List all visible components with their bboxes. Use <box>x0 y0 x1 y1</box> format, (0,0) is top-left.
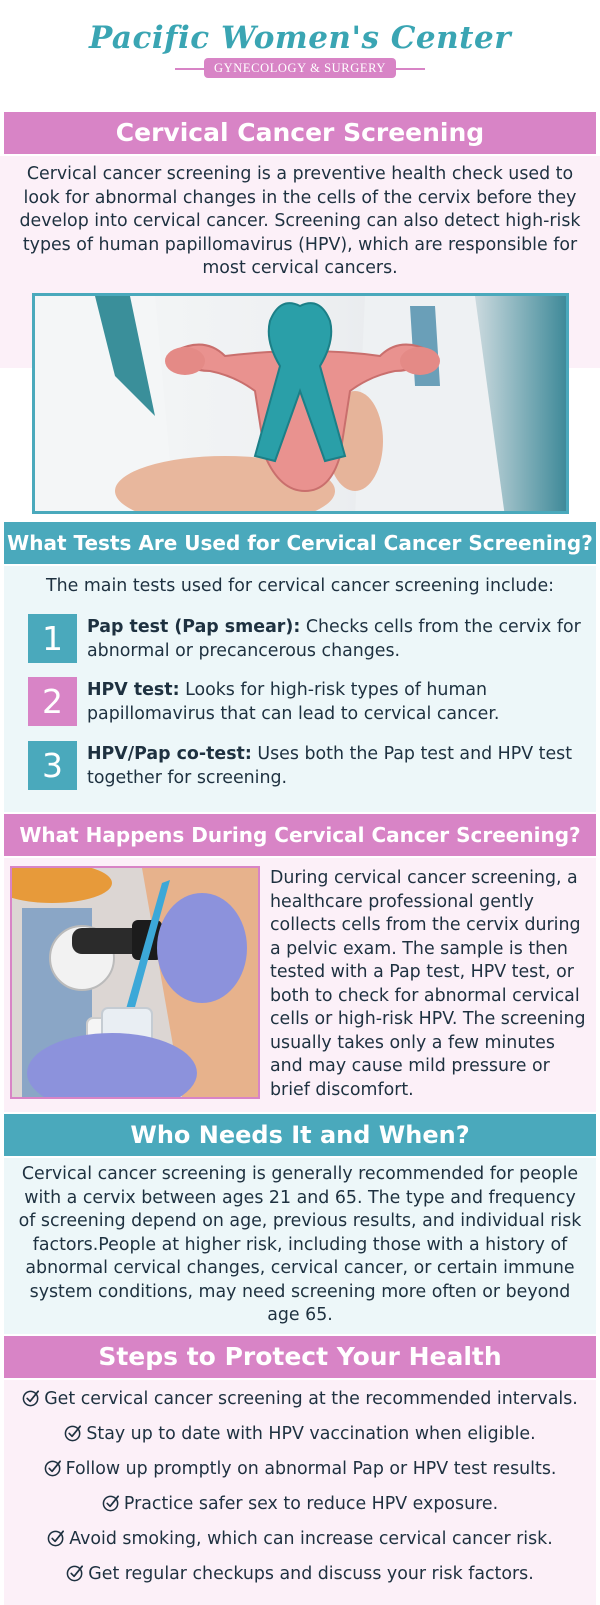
logo-title: Pacific Women's Center <box>88 20 512 56</box>
exam-illustration <box>12 868 258 1097</box>
step-item-4 <box>0 1493 600 1516</box>
check-circle-icon <box>102 1493 121 1512</box>
check-circle-icon <box>47 1528 66 1547</box>
test-description-3: Uses both the Pap test and HPV test together for screening. <box>87 744 573 788</box>
check-circle-icon <box>66 1563 85 1582</box>
test-name-3: HPV/Pap co-test: <box>87 744 252 764</box>
test-number-1: 1 <box>28 614 77 663</box>
logo <box>0 20 600 80</box>
intro-heading: Cervical Cancer Screening <box>4 112 596 154</box>
test-item-2 <box>87 679 587 726</box>
check-circle-icon <box>44 1458 63 1477</box>
test-description-1: Checks cells from the cervix for abnormal or precancerous changes. <box>87 617 581 661</box>
ribbon-uterus-model-image <box>32 293 569 514</box>
test-number-3: 3 <box>28 741 77 790</box>
step-text-1: Get cervical cancer screening at the recommended intervals. <box>44 1389 578 1409</box>
step-item-2 <box>0 1423 600 1446</box>
who-heading: Who Needs It and When? <box>4 1114 596 1156</box>
step-text-6: Get regular checkups and discuss your risk factors. <box>88 1564 534 1584</box>
step-item-3 <box>0 1458 600 1481</box>
during-paragraph: During cervical cancer screening, a healthcare professional gently collects cells from the cervix during a pelvic exam. The sample is then tested with a Pap test, HPV test, or both to check for abnormal cervical cells or high-risk HPV. The screening usually takes only a few minutes and may cause mild pressure or brief discomfort. <box>270 868 586 1100</box>
step-item-6 <box>0 1563 600 1586</box>
test-name-2: HPV test: <box>87 680 180 700</box>
test-item-3 <box>87 743 587 790</box>
step-item-1 <box>0 1388 600 1411</box>
step-text-3: Follow up promptly on abnormal Pap or HPV test results. <box>65 1459 557 1479</box>
step-text-4: Practice safer sex to reduce HPV exposure. <box>123 1494 499 1514</box>
during-heading: What Happens During Cervical Cancer Screening? <box>4 814 596 856</box>
test-description-2: Looks for high-risk types of human papillomavirus that can lead to cervical cancer. <box>87 680 500 724</box>
intro-paragraph: Cervical cancer screening is a preventive health check used to look for abnormal changes in the cells of the cervix before they develop into cervical cancer. Screening can also detect high-risk types of human papillomavirus (HPV), which are responsible for most cervical cancers. <box>19 164 581 278</box>
check-circle-icon <box>64 1423 83 1442</box>
logo-subtitle: GYNECOLOGY & SURGERY <box>204 58 396 78</box>
step-text-5: Avoid smoking, which can increase cervical cancer risk. <box>69 1529 553 1549</box>
test-item-1 <box>87 616 587 663</box>
hero-illustration <box>35 296 569 514</box>
pap-test-exam-image <box>10 866 260 1099</box>
step-item-5 <box>0 1528 600 1551</box>
check-circle-icon <box>22 1388 41 1407</box>
tests-intro: The main tests used for cervical cancer screening include: <box>45 576 554 596</box>
who-paragraph: Cervical cancer screening is generally recommended for people with a cervix between ages 21 and 65. The type and frequency of screening depend on age, previous results, and individual risk factors.People at higher risk, including those with a history of abnormal cervical changes, cervical cancer, or certain immune system conditions, may need screening more often or beyond age 65. <box>18 1164 582 1325</box>
tests-heading: What Tests Are Used for Cervical Cancer Screening? <box>4 522 596 564</box>
steps-heading: Steps to Protect Your Health <box>4 1336 596 1378</box>
test-name-1: Pap test (Pap smear): <box>87 617 301 637</box>
test-number-2: 2 <box>28 677 77 726</box>
step-text-2: Stay up to date with HPV vaccination when eligible. <box>86 1424 536 1444</box>
